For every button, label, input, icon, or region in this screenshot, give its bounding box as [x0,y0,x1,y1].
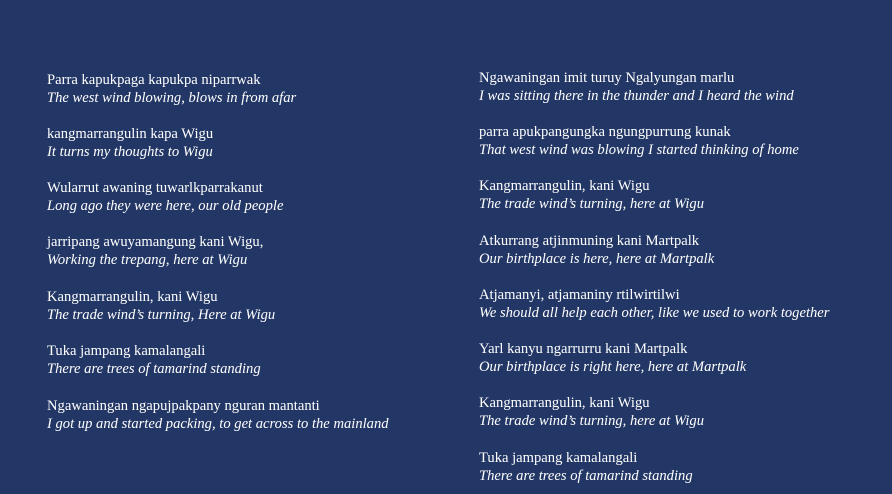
stanza [479,394,704,430]
translation-line: Long ago they were here, our old people [47,198,284,214]
original-line: Ngawaningan imit turuy Ngalyungan marlu [479,70,735,86]
original-line: kangmarrangulin kapa Wigu [47,126,214,142]
translation-line: We should all help each other, like we used to work together [479,305,830,321]
stanza [47,125,213,161]
original-line: Wularrut awaning tuwarlkparrakanut [47,180,263,196]
original-line: Tuka jampang kamalangali [479,450,638,466]
stanza [47,397,389,433]
original-line: Atkurrang atjinmuning kani Martpalk [479,233,700,249]
original-line: Tuka jampang kamalangali [47,343,206,359]
translation-line: Our birthplace is right here, here at Martpalk [479,359,747,375]
translation-line: Our birthplace is here, here at Martpalk [479,251,715,267]
original-line: Yarl kanyu ngarrurru kani Martpalk [479,341,688,357]
translation-line: I got up and started packing, to get across to the mainland [47,416,389,432]
translation-line: The trade wind’s turning, here at Wigu [479,196,704,212]
original-line: parra apukpangungka ngungpurrung kunak [479,124,731,140]
translation-line: I was sitting there in the thunder and I heard the wind [479,88,794,104]
stanza [479,177,704,213]
original-line: Parra kapukpaga kapukpa niparrwak [47,72,261,88]
translation-line: That west wind was blowing I started thinking of home [479,142,799,158]
stanza [479,340,746,376]
stanza [479,123,799,159]
stanza [47,179,283,215]
stanza [47,288,275,324]
translation-line: There are trees of tamarind standing [479,468,693,484]
original-line: Atjamanyi, atjamaniny rtilwirtilwi [479,287,680,303]
translation-line: The trade wind’s turning, here at Wigu [479,413,704,429]
stanza [47,342,261,378]
stanza [479,69,794,105]
translation-line: Working the trepang, here at Wigu [47,252,248,268]
original-line: Kangmarrangulin, kani Wigu [479,395,650,411]
stanza [47,71,296,107]
original-line: Kangmarrangulin, kani Wigu [479,178,650,194]
stanza [47,233,263,269]
translation-line: The trade wind’s turning, Here at Wigu [47,307,276,323]
original-line: jarripang awuyamangung kani Wigu, [47,234,264,250]
stanza [479,449,693,485]
original-line: Kangmarrangulin, kani Wigu [47,289,218,305]
stanza [479,232,714,268]
translation-line: The west wind blowing, blows in from afar [47,90,297,106]
translation-line: It turns my thoughts to Wigu [47,144,213,160]
stanza [479,286,829,322]
translation-line: There are trees of tamarind standing [47,361,261,377]
original-line: Ngawaningan ngapujpakpany nguran mantanti [47,398,320,414]
